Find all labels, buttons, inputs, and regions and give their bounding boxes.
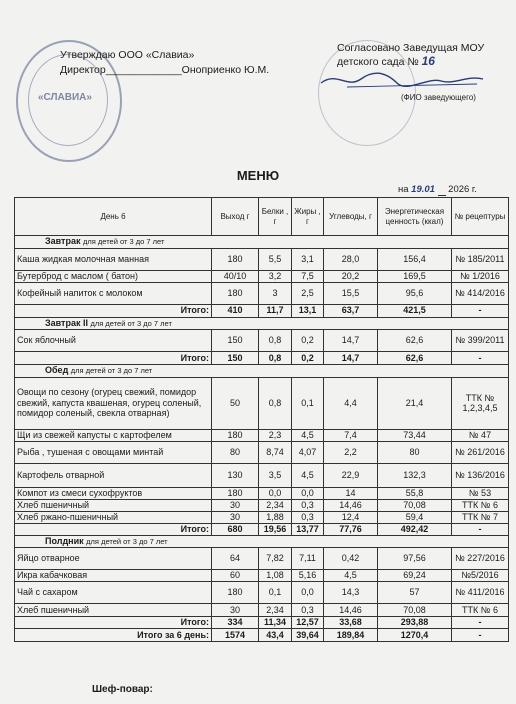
value-cell: 180 — [212, 282, 259, 304]
value-cell: 12,4 — [324, 511, 378, 523]
dish-name-cell: Итого: — [15, 352, 212, 365]
approval-line2: Директор_____________Оноприенко Ю.М. — [60, 64, 270, 76]
value-cell: 3,5 — [259, 463, 292, 487]
meal-section-row — [15, 236, 509, 249]
value-cell: № 411/2016 — [452, 582, 509, 604]
dish-name-cell: Итого: — [15, 304, 212, 317]
value-cell: 0,0 — [292, 487, 324, 499]
table-row — [15, 463, 509, 487]
value-cell: 1,08 — [259, 570, 292, 582]
value-cell: № 1/2016 — [452, 270, 509, 282]
value-cell: № 185/2011 — [452, 248, 509, 270]
value-cell: 80 — [212, 441, 259, 463]
meal-subtitle: для детей от 3 до 7 лет — [83, 237, 165, 246]
agreement-line1: Согласовано Заведущая МОУ — [337, 42, 485, 54]
value-cell: 11,7 — [259, 304, 292, 317]
value-cell: 2,5 — [292, 282, 324, 304]
total-row — [15, 617, 509, 629]
value-cell: 50 — [212, 377, 259, 429]
col-header: День 6 — [15, 198, 212, 236]
value-cell: - — [452, 523, 509, 535]
value-cell: ТТК № 1,2,3,4,5 — [452, 377, 509, 429]
value-cell: 28,0 — [324, 248, 378, 270]
meal-subtitle: для детей от 3 до 7 лет — [90, 318, 172, 328]
value-cell: 70,08 — [378, 604, 452, 617]
value-cell: 55,8 — [378, 487, 452, 499]
value-cell: 0,3 — [292, 511, 324, 523]
value-cell: 95,6 — [378, 282, 452, 304]
value-cell: 0,3 — [292, 499, 324, 511]
value-cell: 189,84 — [324, 629, 378, 642]
value-cell: 293,88 — [378, 617, 452, 629]
value-cell: № 53 — [452, 487, 509, 499]
value-cell: 1,88 — [259, 511, 292, 523]
value-cell: 5,5 — [259, 248, 292, 270]
value-cell: 180 — [212, 429, 259, 441]
dish-name-cell: Итого: — [15, 523, 212, 535]
value-cell: № 414/2016 — [452, 282, 509, 304]
dish-name-cell: Хлеб ржано-пшеничный — [15, 511, 212, 523]
value-cell: 80 — [378, 441, 452, 463]
value-cell: 680 — [212, 523, 259, 535]
col-header: Белки , г — [259, 198, 292, 236]
value-cell: 4,5 — [324, 570, 378, 582]
approval-block — [60, 48, 269, 78]
value-cell: №5/2016 — [452, 570, 509, 582]
value-cell: 7,82 — [259, 548, 292, 570]
value-cell: 334 — [212, 617, 259, 629]
meal-title: Полдник — [45, 535, 84, 546]
dish-name-cell: Итого за 6 день: — [15, 629, 212, 642]
value-cell: 70,08 — [378, 499, 452, 511]
value-cell: 0,8 — [259, 377, 292, 429]
table-row — [15, 570, 509, 582]
value-cell: 30 — [212, 499, 259, 511]
meal-title: Завтрак — [45, 236, 81, 246]
value-cell: 14,7 — [324, 330, 378, 352]
value-cell: 180 — [212, 248, 259, 270]
table-row — [15, 441, 509, 463]
value-cell: 60 — [212, 570, 259, 582]
dish-name-cell: Бутерброд с маслом ( батон) — [15, 270, 212, 282]
value-cell: 0,2 — [292, 352, 324, 365]
dish-name-cell: Каша жидкая молочная манная — [15, 248, 212, 270]
value-cell: 0,2 — [292, 330, 324, 352]
value-cell: 0,8 — [259, 330, 292, 352]
value-cell: 20,2 — [324, 270, 378, 282]
value-cell: 132,3 — [378, 463, 452, 487]
col-header: Углеводы, г — [324, 198, 378, 236]
value-cell: 180 — [212, 487, 259, 499]
value-cell: 0,1 — [292, 377, 324, 429]
value-cell: № 47 — [452, 429, 509, 441]
value-cell: 64 — [212, 548, 259, 570]
dish-name-cell: Кофейный напиток с молоком — [15, 282, 212, 304]
value-cell: 12,57 — [292, 617, 324, 629]
value-cell: 410 — [212, 304, 259, 317]
col-header: Энергетическая ценность (ккал) — [378, 198, 452, 236]
value-cell: 14,46 — [324, 604, 378, 617]
value-cell: 492,42 — [378, 523, 452, 535]
dish-name-cell: Хлеб пшеничный — [15, 499, 212, 511]
signature — [317, 69, 487, 91]
value-cell: 1574 — [212, 629, 259, 642]
value-cell: 73,44 — [378, 429, 452, 441]
table-row — [15, 282, 509, 304]
value-cell: 7,4 — [324, 429, 378, 441]
value-cell: 3 — [259, 282, 292, 304]
table-header-row — [15, 198, 509, 236]
col-header: Жиры , г — [292, 198, 324, 236]
dish-name-cell: Чай с сахаром — [15, 582, 212, 604]
value-cell: 62,6 — [378, 352, 452, 365]
value-cell: 1270,4 — [378, 629, 452, 642]
value-cell: 4,4 — [324, 377, 378, 429]
value-cell: 3,1 — [292, 248, 324, 270]
table-row — [15, 377, 509, 429]
value-cell: 13,77 — [292, 523, 324, 535]
value-cell: 4,07 — [292, 441, 324, 463]
dish-name-cell: Итого: — [15, 617, 212, 629]
page-title: МЕНЮ — [236, 168, 280, 183]
value-cell: 156,4 — [378, 248, 452, 270]
total-row — [15, 629, 509, 642]
value-cell: 30 — [212, 604, 259, 617]
value-cell: 0,1 — [259, 582, 292, 604]
value-cell: 3,2 — [259, 270, 292, 282]
value-cell: 150 — [212, 330, 259, 352]
value-cell: 21,4 — [378, 377, 452, 429]
value-cell: 14,46 — [324, 499, 378, 511]
value-cell: 0,42 — [324, 548, 378, 570]
value-cell: - — [452, 304, 509, 317]
table-row — [15, 604, 509, 617]
handwritten-date: 19.01 — [411, 184, 435, 195]
dish-name-cell: Компот из смеси сухофруктов — [15, 487, 212, 499]
value-cell: ТТК № 7 — [452, 511, 509, 523]
total-row — [15, 352, 509, 365]
table-row — [15, 429, 509, 441]
value-cell: № 227/2016 — [452, 548, 509, 570]
value-cell: 2,3 — [259, 429, 292, 441]
value-cell: 11,34 — [259, 617, 292, 629]
value-cell: 19,56 — [259, 523, 292, 535]
value-cell: - — [452, 352, 509, 365]
dish-name-cell: Яйцо отварное — [15, 548, 212, 570]
table-row — [15, 487, 509, 499]
value-cell: 130 — [212, 463, 259, 487]
total-row — [15, 523, 509, 535]
value-cell: 14,3 — [324, 582, 378, 604]
value-cell: 97,56 — [378, 548, 452, 570]
value-cell: 57 — [378, 582, 452, 604]
value-cell: 7,5 — [292, 270, 324, 282]
value-cell: 14 — [324, 487, 378, 499]
value-cell: 7,11 — [292, 548, 324, 570]
value-cell: 40/10 — [212, 270, 259, 282]
table-row — [15, 270, 509, 282]
value-cell: 169,5 — [378, 270, 452, 282]
value-cell: 77,76 — [324, 523, 378, 535]
meal-section-row — [15, 317, 509, 330]
table-row — [15, 548, 509, 570]
date-line: на 19.01 2026 г. — [398, 184, 477, 195]
dish-name-cell: Рыба , тушеная с овощами минтай — [15, 441, 212, 463]
approval-line1: Утверждаю ООО «Славиа» — [60, 49, 195, 61]
value-cell: 2,2 — [324, 441, 378, 463]
dish-name-cell: Картофель отварной — [15, 463, 212, 487]
value-cell: 421,5 — [378, 304, 452, 317]
dish-name-cell: Икра кабачковая — [15, 570, 212, 582]
dish-name-cell: Овощи по сезону (огурец свежий, помидор свежий, капуста квашеная, огурец соленый, помидор соленый, свекла отварная) — [15, 377, 212, 429]
meal-subtitle: для детей от 3 до 7 лет — [70, 366, 153, 375]
value-cell: 4,5 — [292, 463, 324, 487]
value-cell: 2,34 — [259, 499, 292, 511]
agreement-line2: детского сада № 16 — [337, 54, 435, 68]
head-name-caption: (ФИО заведующего) — [401, 93, 476, 102]
dish-name-cell: Хлеб пшеничный — [15, 604, 212, 617]
col-header: № рецептуры — [452, 198, 509, 236]
value-cell: 69,24 — [378, 570, 452, 582]
col-header: Выход г — [212, 198, 259, 236]
value-cell: ТТК № 6 — [452, 499, 509, 511]
value-cell: 43,4 — [259, 629, 292, 642]
value-cell: № 136/2016 — [452, 463, 509, 487]
meal-section-row — [15, 365, 509, 378]
table-row — [15, 330, 509, 352]
meal-section-row — [15, 535, 509, 548]
chef-signature-label: Шеф-повар: — [92, 684, 153, 695]
value-cell: 180 — [212, 582, 259, 604]
value-cell: - — [452, 629, 509, 642]
value-cell: 63,7 — [324, 304, 378, 317]
dish-name-cell: Сок яблочный — [15, 330, 212, 352]
table-row — [15, 499, 509, 511]
value-cell: 0,0 — [259, 487, 292, 499]
meal-subtitle: для детей от 3 до 7 лет — [86, 536, 168, 546]
meal-title: Обед — [45, 365, 69, 375]
value-cell: 0,3 — [292, 604, 324, 617]
table-row — [15, 582, 509, 604]
value-cell: 62,6 — [378, 330, 452, 352]
handwritten-number: 16 — [421, 54, 435, 68]
agreement-block — [337, 42, 487, 104]
value-cell: 22,9 — [324, 463, 378, 487]
value-cell: 59,4 — [378, 511, 452, 523]
value-cell: 39,64 — [292, 629, 324, 642]
meal-title: Завтрак II — [45, 317, 88, 328]
value-cell: 30 — [212, 511, 259, 523]
value-cell: - — [452, 617, 509, 629]
table-row — [15, 511, 509, 523]
dish-name-cell: Щи из свежей капусты с картофелем — [15, 429, 212, 441]
value-cell: № 261/2016 — [452, 441, 509, 463]
value-cell: 5,16 — [292, 570, 324, 582]
table-row — [15, 248, 509, 270]
value-cell: 33,68 — [324, 617, 378, 629]
value-cell: 4,5 — [292, 429, 324, 441]
value-cell: 2,34 — [259, 604, 292, 617]
value-cell: ТТК № 6 — [452, 604, 509, 617]
value-cell: 13,1 — [292, 304, 324, 317]
value-cell: № 399/2011 — [452, 330, 509, 352]
value-cell: 15,5 — [324, 282, 378, 304]
stamp-text: «СЛАВИА» — [38, 92, 92, 103]
menu-table — [14, 197, 509, 642]
value-cell: 8,74 — [259, 441, 292, 463]
total-row — [15, 304, 509, 317]
value-cell: 0,8 — [259, 352, 292, 365]
value-cell: 0,0 — [292, 582, 324, 604]
value-cell: 150 — [212, 352, 259, 365]
value-cell: 14,7 — [324, 352, 378, 365]
